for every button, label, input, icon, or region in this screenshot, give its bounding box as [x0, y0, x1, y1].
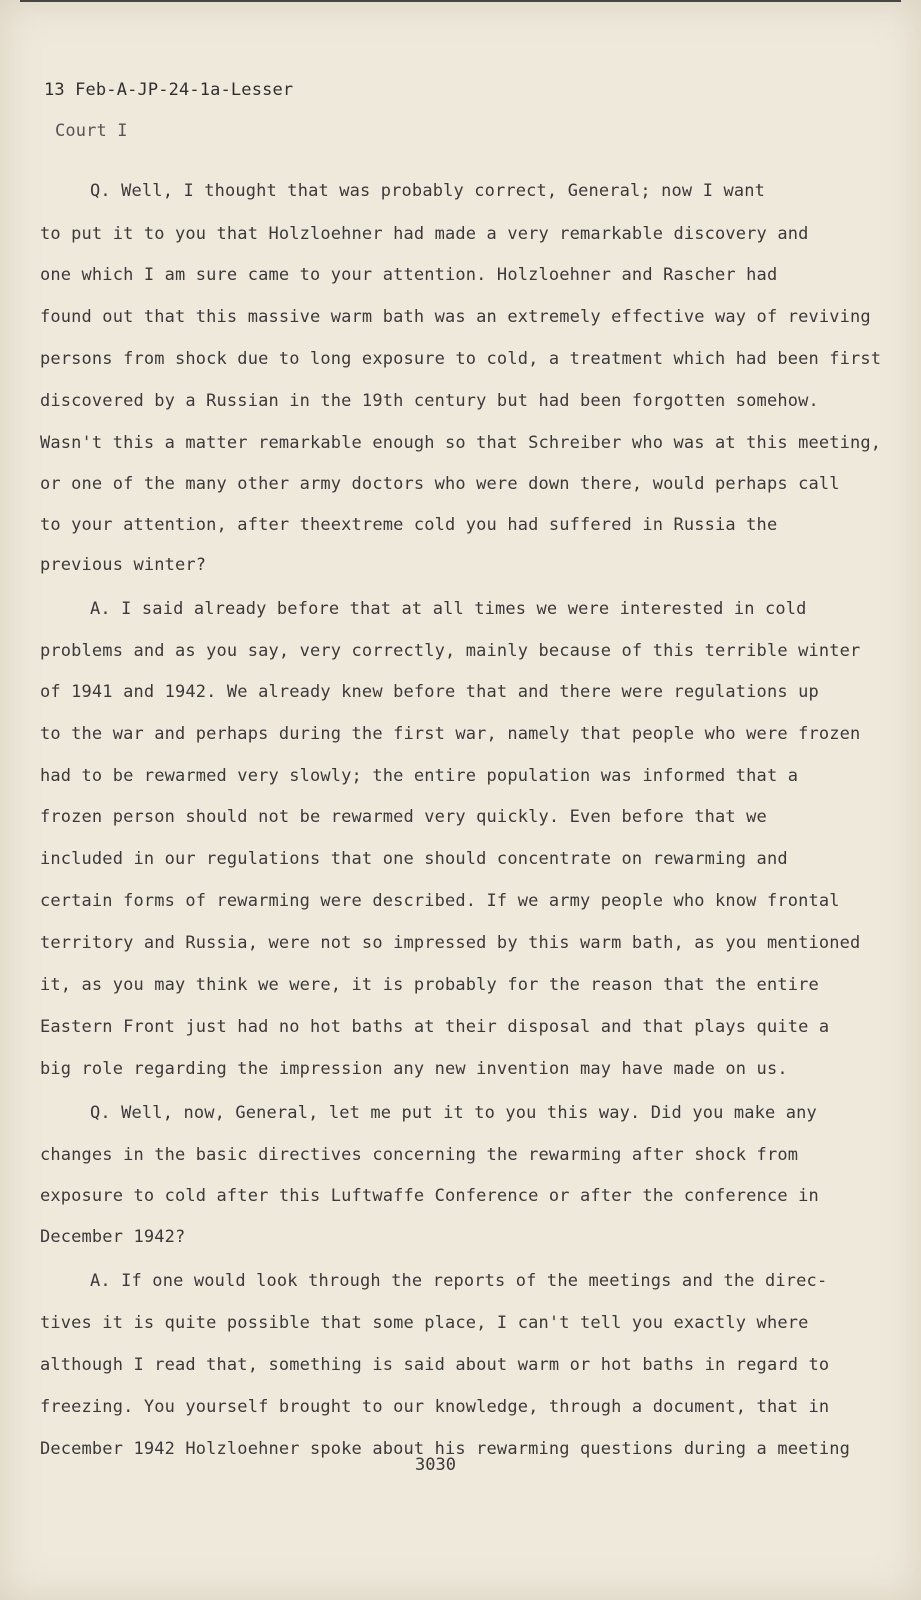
text-line: found out that this massive warm bath was an extremely effective way of reviving: [40, 307, 871, 327]
text-line: to the war and perhaps during the first war, namely that people who were frozen: [40, 724, 861, 744]
text-line: freezing. You yourself brought to our knowledge, through a document, that in: [40, 1397, 830, 1417]
top-rule: [20, 0, 901, 2]
text-line: to your attention, after theextreme cold you had suffered in Russia the: [40, 515, 778, 535]
text-line: December 1942 Holzloehner spoke about his rewarming questions during a meeting: [40, 1439, 851, 1459]
text-line: exposure to cold after this Luftwaffe Conference or after the conference in: [40, 1186, 819, 1206]
text-line: of 1941 and 1942. We already knew before that and there were regulations up: [40, 682, 819, 702]
text-line: frozen person should not be rewarmed very quickly. Even before that we: [40, 807, 767, 827]
text-line: changes in the basic directives concerning the rewarming after shock from: [40, 1145, 799, 1165]
text-line: tives it is quite possible that some place, I can't tell you exactly where: [40, 1313, 809, 1333]
text-line: December 1942?: [40, 1227, 186, 1247]
text-line: A. If one would look through the reports of the meetings and the direc-: [90, 1271, 828, 1291]
text-line: certain forms of rewarming were described. If we army people who know frontal: [40, 891, 840, 911]
court-label: Court I: [55, 121, 128, 141]
page-number: 3030: [415, 1455, 456, 1475]
text-line: territory and Russia, were not so impressed by this warm bath, as you mentioned: [40, 933, 861, 953]
text-line: big role regarding the impression any new invention may have made on us.: [40, 1059, 788, 1079]
text-line: one which I am sure came to your attention. Holzloehner and Rascher had: [40, 265, 778, 285]
text-line: or one of the many other army doctors who were down there, would perhaps call: [40, 474, 840, 494]
text-line: Q. Well, now, General, let me put it to you this way. Did you make any: [90, 1103, 817, 1123]
text-line: discovered by a Russian in the 19th century but had been forgotten somehow.: [40, 391, 819, 411]
text-line: problems and as you say, very correctly, mainly because of this terrible winter: [40, 641, 861, 661]
text-line: had to be rewarmed very slowly; the entire population was informed that a: [40, 766, 799, 786]
text-line: Wasn't this a matter remarkable enough so that Schreiber who was at this meeting,: [40, 433, 882, 453]
text-line: A. I said already before that at all times we were interested in cold: [90, 599, 807, 619]
document-reference: 13 Feb-A-JP-24-1a-Lesser: [44, 80, 294, 100]
text-line: previous winter?: [40, 555, 207, 575]
text-line: Q. Well, I thought that was probably correct, General; now I want: [90, 181, 766, 201]
text-line: to put it to you that Holzloehner had made a very remarkable discovery and: [40, 224, 809, 244]
text-line: it, as you may think we were, it is probably for the reason that the entire: [40, 975, 819, 995]
text-line: persons from shock due to long exposure to cold, a treatment which had been first: [40, 349, 882, 369]
text-line: included in our regulations that one should concentrate on rewarming and: [40, 849, 788, 869]
text-line: Eastern Front just had no hot baths at their disposal and that plays quite a: [40, 1017, 830, 1037]
text-line: although I read that, something is said about warm or hot baths in regard to: [40, 1355, 830, 1375]
